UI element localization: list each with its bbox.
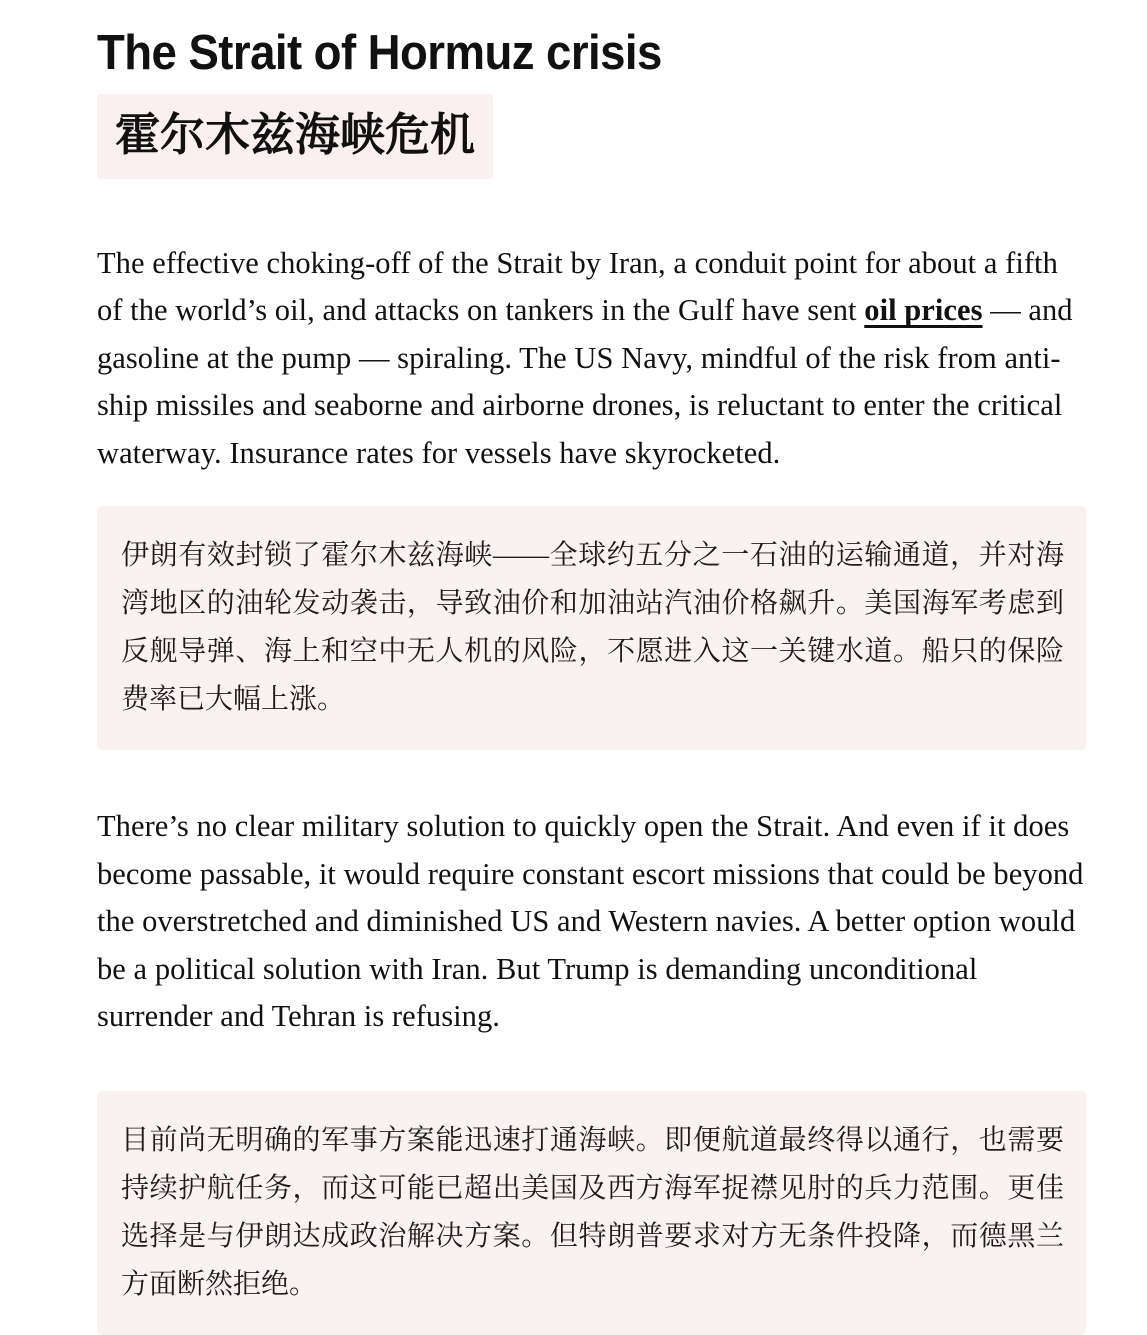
page-title: The Strait of Hormuz crisis — [97, 26, 662, 80]
translated-page-title: 霍尔木兹海峡危机 — [97, 94, 493, 179]
translation-block-2 — [97, 1091, 1086, 1335]
body-paragraph-1 — [97, 179, 1090, 478]
paragraph-1-text-before-link: The effective choking-off of the Strait by Iran, a conduit point for about a fifth of the world’s oil, and attacks on tankers in the Gulf have sent — [97, 245, 1058, 328]
oil-prices-link[interactable]: oil prices — [864, 293, 983, 328]
body-paragraph-2: There’s no clear military solution to quickly open the Strait. And even if it does become passable, it would require constant escort missions that could be beyond the overstretched and diminished US and Western navies. A better option would be a political solution with Iran. But Trump is demanding unconditional surrender and Tehran is refusing. — [97, 809, 1084, 1034]
paragraph-1-text-after-link: — and gasoline at the pump — spiraling. The US Navy, mindful of the risk from anti-ship missiles and seaborne and airborne drones, is reluctant to enter the critical waterway. Insurance rates for vessels have skyrocketed. — [97, 293, 1073, 470]
translated-title-container — [97, 94, 1090, 179]
translation-text-2: 目前尚无明确的军事方案能迅速打通海峡。即便航道最终得以通行，也需要持续护航任务，而这可能已超出美国及西方海军捉襟见肘的兵力范围。更佳选择是与伊朗达成政治解决方案。但特朗普要求对方无条件投降，而德黑兰方面断然拒绝。 — [121, 1124, 1064, 1300]
translation-text-1: 伊朗有效封锁了霍尔木兹海峡——全球约五分之一石油的运输通道，并对海湾地区的油轮发动袭击，导致油价和加油站汽油价格飙升。美国海军考虑到反舰导弹、海上和空中无人机的风险，不愿进入这一关键水道。船只的保险费率已大幅上涨。 — [121, 540, 1064, 716]
translation-block-1 — [97, 506, 1086, 750]
